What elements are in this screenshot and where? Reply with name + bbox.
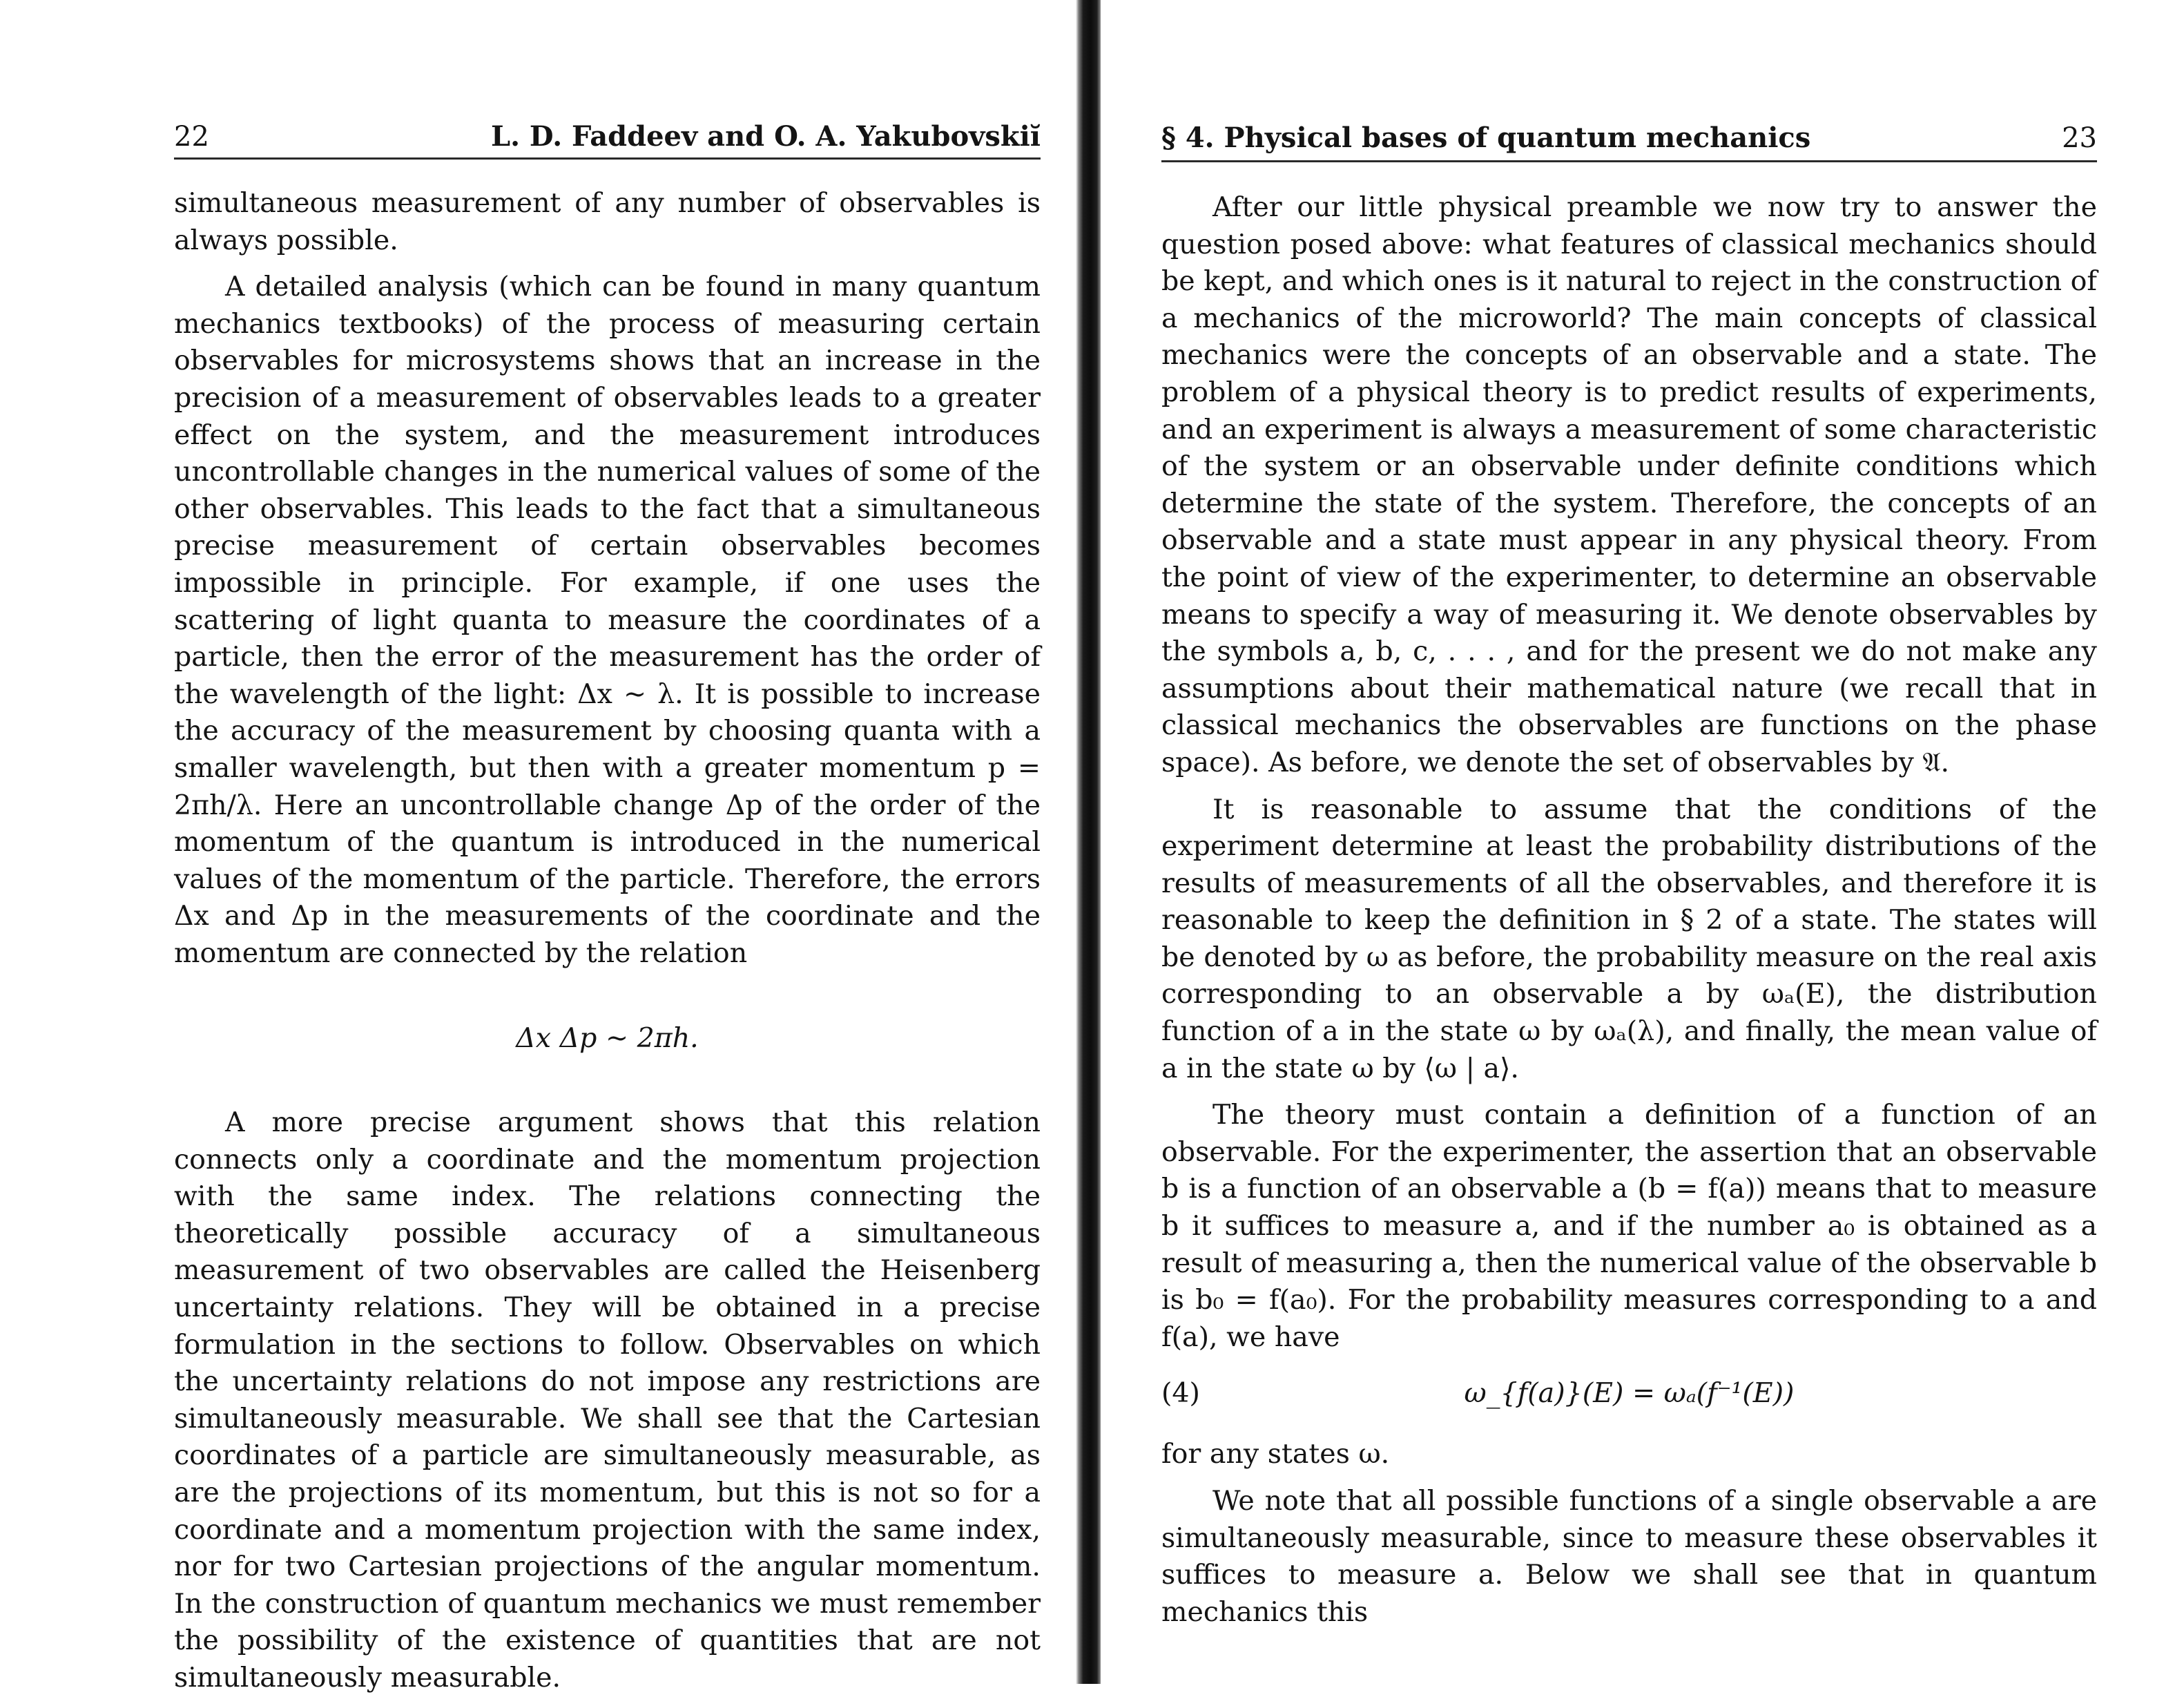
right-text-column bbox=[1161, 189, 2097, 1631]
left-display-equation: Δx Δp ~ 2πh. bbox=[516, 1022, 699, 1055]
right-page-number: 23 bbox=[2062, 122, 2097, 154]
left-header-rule bbox=[174, 157, 1041, 160]
left-running-header bbox=[174, 116, 1041, 157]
right-after-equation: for any states ω. bbox=[1161, 1438, 1390, 1470]
left-paragraph-1: simultaneous measurement of any number of observables is always possible. bbox=[174, 187, 1041, 256]
right-paragraph-1: After our little physical preamble we now try to answer the question posed above: what features of classical mechanics should be kept, and which ones is it natural to reject in the construction of a mechanics of the microworld? The main concepts of classical mechanics were the concepts of an observable and a state. The problem of a physical theory is to predict results of experiments, and an experiment is always a measurement of some characteristic of the system or an observable under definite conditions which determine the state of the system. Therefore, the concepts of an observable and a state must appear in any physical theory. From the point of view of the experimenter, to determine an observable means to specify a way of measuring it. We denote observables by the symbols a, b, c, . . . , and for the present we do not make any assumptions about their mathematical nature (we recall that in classical mechanics the observables are functions on the phase space). As before, we denote the set of observables by 𝔄. bbox=[1161, 191, 2097, 778]
book-gutter bbox=[1076, 0, 1101, 1684]
right-running-head-title: § 4. Physical bases of quantum mechanics bbox=[1161, 122, 1811, 154]
left-page bbox=[0, 0, 1077, 1694]
right-equation-number: (4) bbox=[1161, 1377, 1200, 1410]
left-paragraph-2: A detailed analysis (which can be found in many quantum mechanics textbooks) of the process of measuring certain observables for microsystems shows that an increase in the precision of a measurement of observables leads to a greater effect on the system, and the measurement introduces uncontrollable changes in the numerical values of some of the other observables. This leads to the fact that a simultaneous precise measurement of certain observables becomes impossible in principle. For example, if one uses the scattering of light quanta to measure the coordinates of a particle, then the error of the measurement has the order of the wavelength of the light: Δx ~ λ. It is possible to increase the accuracy of the measurement by choosing quanta with a smaller wavelength, but then with a greater momentum p = 2πh/λ. Here an uncontrollable change Δp of the order of the momentum of the quantum is introduced in the numerical values of the momentum of the particle. Therefore, the errors Δx and Δp in the measurements of the coordinate and the momentum are connected by the relation bbox=[174, 271, 1041, 969]
right-header-rule bbox=[1161, 160, 2097, 162]
right-equation-body: ω_{f(a)}(E) = ωₐ(f⁻¹(E)) bbox=[1464, 1377, 1795, 1410]
left-running-head-title: L. D. Faddeev and O. A. Yakubovskiĭ bbox=[490, 120, 1041, 153]
left-paragraph-3: A more precise argument shows that this relation connects only a coordinate and the momentum projection with the same index. The relations connecting the theoretically possible accuracy of a simultaneous measurement of two observables are called the Heisenberg uncertainty relations. They will be obtained in a precise formulation in the sections to follow. Observables on which the uncertainty relations do not impose any restrictions are simultaneously measurable. We shall see that the Cartesian coordinates of a particle are simultaneously measurable, as are the projections of its momentum, but this is not so for a coordinate and a momentum projection with the same index, nor for two Cartesian projections of the angular momentum. In the construction of quantum mechanics we must remember the possibility of the existence of quantities that are not simultaneously measurable. bbox=[174, 1106, 1041, 1694]
right-numbered-equation bbox=[1161, 1375, 2097, 1412]
right-paragraph-2: It is reasonable to assume that the conditions of the experiment determine at least the probability distributions of the results of measurements of all the observables, and therefore it is reasonable to keep the definition in § 2 of a state. The states will be denoted by ω as before, the probability measure on the real axis corresponding to an observable a by ωₐ(E), the distribution function of a in the state ω by ωₐ(λ), and finally, the mean value of a in the state ω by ⟨ω | a⟩. bbox=[1161, 793, 2097, 1084]
right-page bbox=[1105, 0, 2184, 1684]
left-text-column bbox=[174, 185, 1041, 1697]
right-running-header bbox=[1161, 117, 2097, 159]
left-page-number: 22 bbox=[174, 121, 209, 153]
right-paragraph-3: The theory must contain a definition of a function of an observable. For the experimenter, the assertion that an observable b is a function of an observable a (b = f(a)) means that to measure b it suffices to measure a, and if the number a₀ is obtained as a result of measuring a, then the numerical value of the observable b is b₀ = f(a₀). For the probability measures corresponding to a and f(a), we have bbox=[1161, 1099, 2097, 1353]
right-paragraph-4: We note that all possible functions of a single observable a are simultaneously measurable, since to measure these observables it suffices to measure a. Below we shall see that in quantum mechanics this bbox=[1161, 1485, 2097, 1628]
